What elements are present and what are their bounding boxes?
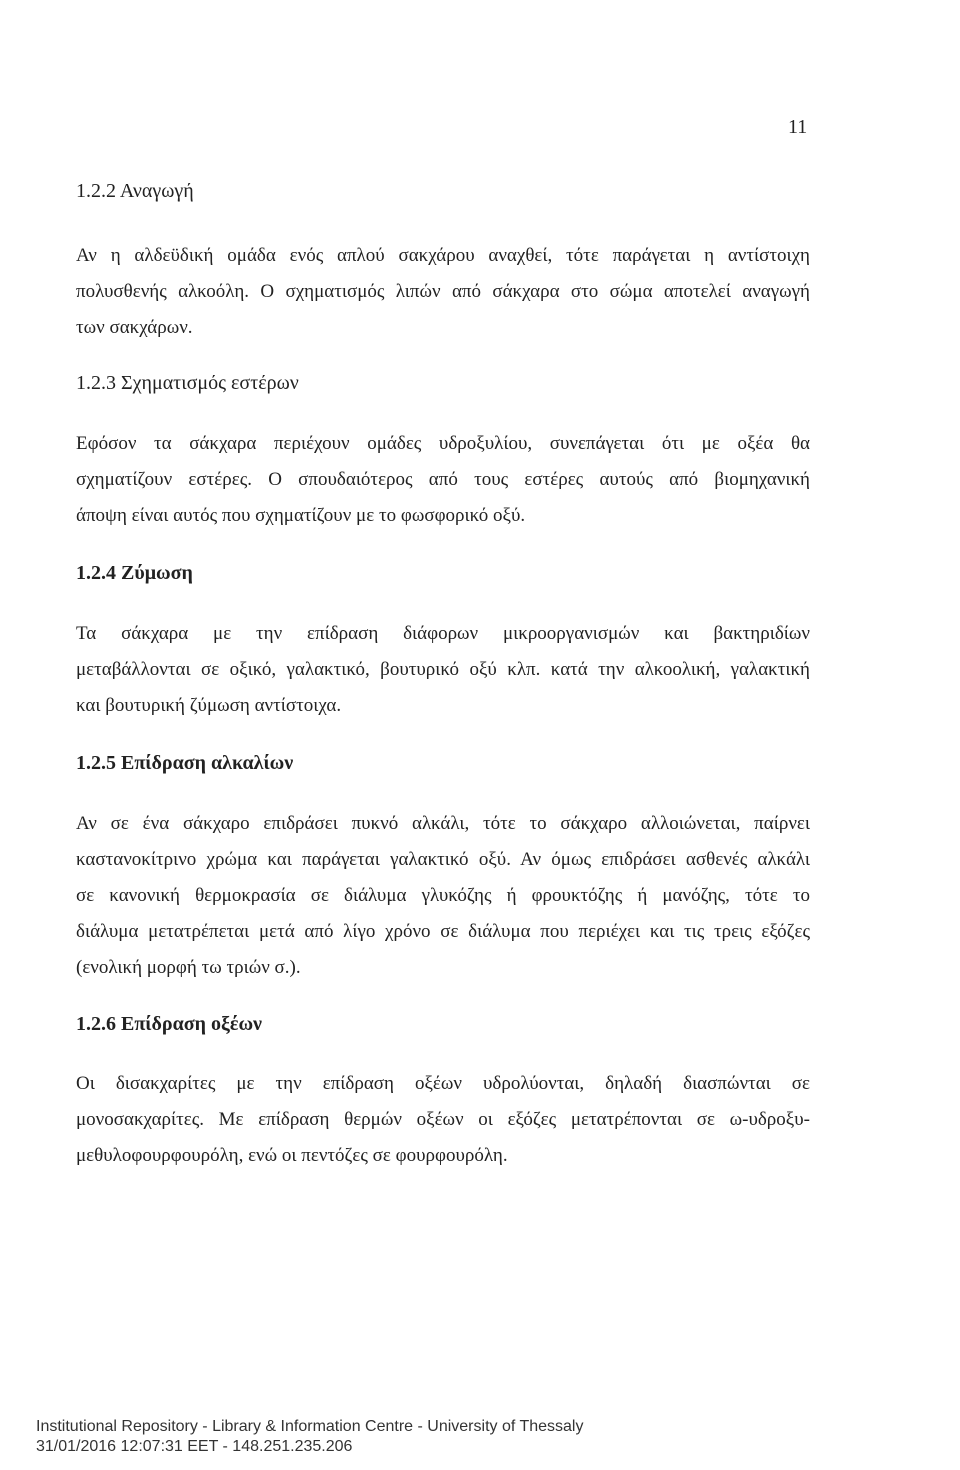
text-line: Εφόσον τα σάκχαρα περιέχουν ομάδες υδροξυλίου, συνεπάγεται ότι με οξέα θα [76, 433, 810, 454]
text-line: Οι δισακχαρίτες με την επίδραση οξέων υδρολύονται, δηλαδή διασπώνται σε [76, 1073, 810, 1094]
text-line: διάλυμα μετατρέπεται μετά από λίγο χρόνο σε διάλυμα που περιέχει και τις τρεις εξόζες [76, 921, 810, 942]
text-line: μονοσακχαρίτες. Με επίδραση θερμών οξέων οι εξόζες μετατρέπονται σε ω-υδροξυ- [76, 1109, 810, 1130]
text-line: και βουτυρική ζύμωση αντίστοιχα. [76, 695, 342, 716]
section-heading-acids: 1.2.6 Επίδραση οξέων [76, 1013, 262, 1035]
text-line: μεταβάλλονται σε οξικό, γαλακτικό, βουτυρικό οξύ κλπ. κατά την αλκοολική, γαλακτική [76, 659, 810, 680]
page-number: 11 [788, 116, 808, 138]
text-line: Αν σε ένα σάκχαρο επιδράσει πυκνό αλκάλι, τότε το σάκχαρο αλλοιώνεται, παίρνει [76, 813, 810, 834]
text-line: πολυσθενής αλκοόλη. Ο σχηματισμός λιπών από σάκχαρα στο σώμα αποτελεί αναγωγή [76, 281, 810, 302]
repository-footer: Institutional Repository - Library & Information Centre - University of Thessaly [36, 1418, 584, 1435]
text-line: των σακχάρων. [76, 317, 193, 338]
text-line: καστανοκίτρινο χρώμα και παράγεται γαλακτικό οξύ. Αν όμως επιδράσει ασθενές αλκάλι [76, 849, 810, 870]
section-body-alkali [76, 806, 810, 986]
text-line: (ενολική μορφή τω τριών σ.). [76, 957, 301, 978]
section-heading-fermentation: 1.2.4 Ζύμωση [76, 562, 193, 584]
text-line: άποψη είναι αυτός που σχηματίζουν με το φωσφορικό οξύ. [76, 505, 526, 526]
section-heading-alkali: 1.2.5 Επίδραση αλκαλίων [76, 752, 294, 774]
text-line: σχηματίζουν εστέρες. Ο σπουδαιότερος από τους εστέρες αυτούς από βιομηχανική [76, 469, 810, 490]
text-line: σε κανονική θερμοκρασία σε διάλυμα γλυκόζης ή φρουκτόζης ή μανόζης, τότε το [76, 885, 810, 906]
section-heading-esters: 1.2.3 Σχηματισμός εστέρων [76, 372, 299, 394]
section-body-reduction [76, 238, 810, 346]
text-line: Τα σάκχαρα με την επίδραση διάφορων μικροοργανισμών και βακτηριδίων [76, 623, 810, 644]
section-body-acids [76, 1066, 810, 1174]
section-body-esters [76, 426, 810, 534]
section-heading-reduction: 1.2.2 Αναγωγή [76, 180, 194, 202]
section-body-fermentation [76, 616, 810, 724]
timestamp-footer: 31/01/2016 12:07:31 EET - 148.251.235.206 [36, 1438, 353, 1455]
text-line: Αν η αλδεϋδική ομάδα ενός απλού σακχάρου αναχθεί, τότε παράγεται η αντίστοιχη [76, 245, 810, 266]
text-line: μεθυλοφουρφουρόλη, ενώ οι πεντόζες σε φουρφουρόλη. [76, 1145, 508, 1166]
